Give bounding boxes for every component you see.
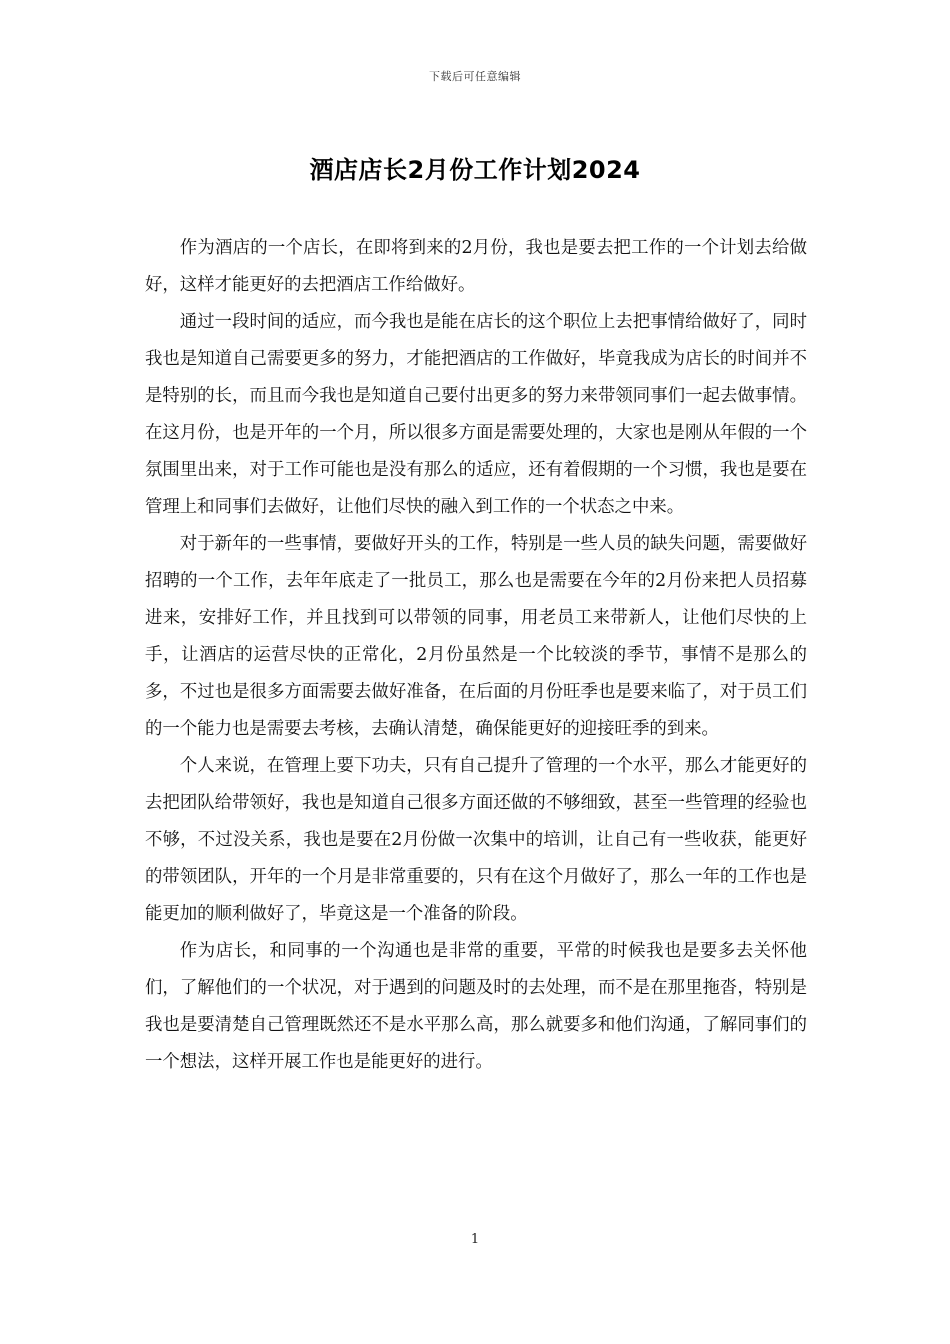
body-paragraph: 作为店长，和同事的一个沟通也是非常的重要，平常的时候我也是要多去关怀他们，了解他们的一个状况，对于遇到的问题及时的去处理，而不是在那里拖沓，特别是我也是要清楚自己管理既然还不是水平那么高，那么就要多和他们沟通，了解同事们的一个想法，这样开展工作也是能更好的进行。 (145, 941, 807, 1072)
page-number: 1 (470, 1232, 480, 1247)
document-body (145, 230, 807, 1081)
body-paragraph: 通过一段时间的适应，而今我也是能在店长的这个职位上去把事情给做好了，同时我也是知道自己需要更多的努力，才能把酒店的工作做好，毕竟我成为店长的时间并不是特别的长，而且而今我也是知道自己要付出更多的努力来带领同事们一起去做事情。在这月份，也是开年的一个月，所以很多方面是需要处理的，大家也是刚从年假的一个氛围里出来，对于工作可能也是没有那么的适应，还有着假期的一个习惯，我也是要在管理上和同事们去做好，让他们尽快的融入到工作的一个状态之中来。 (145, 312, 807, 517)
body-paragraph: 个人来说，在管理上要下功夫，只有自己提升了管理的一个水平，那么才能更好的去把团队给带领好，我也是知道自己很多方面还做的不够细致，甚至一些管理的经验也不够，不过没关系，我也是要在2月份做一次集中的培训，让自己有一些收获，能更好的带领团队，开年的一个月是非常重要的，只有在这个月做好了，那么一年的工作也是能更加的顺利做好了，毕竟这是一个准备的阶段。 (145, 756, 807, 924)
body-paragraph: 对于新年的一些事情，要做好开头的工作，特别是一些人员的缺失问题，需要做好招聘的一个工作，去年年底走了一批员工，那么也是需要在今年的2月份来把人员招募进来，安排好工作，并且找到可以带领的同事，用老员工来带新人，让他们尽快的上手，让酒店的运营尽快的正常化，2月份虽然是一个比较淡的季节，事情不是那么的多，不过也是很多方面需要去做好准备，在后面的月份旺季也是要来临了，对于员工们的一个能力也是需要去考核，去确认清楚，确保能更好的迎接旺季的到来。 (145, 534, 807, 739)
document-title: 酒店店长2月份工作计划2024 (309, 156, 641, 184)
page-header-note: 下载后可任意编辑 (429, 70, 521, 83)
body-paragraph: 作为酒店的一个店长，在即将到来的2月份，我也是要去把工作的一个计划去给做好，这样才能更好的去把酒店工作给做好。 (145, 238, 807, 295)
